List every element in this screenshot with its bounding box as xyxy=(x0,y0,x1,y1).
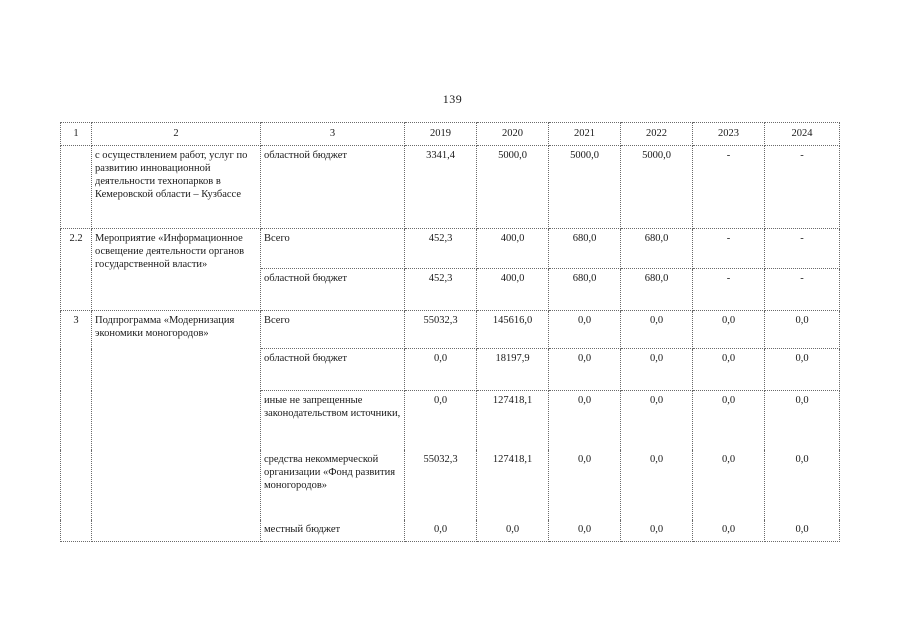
value-cell: 0,0 xyxy=(693,349,765,391)
measure-name-cell: Мероприятие «Информационное освещение деятельности органов государственной власти» xyxy=(92,229,261,311)
table-row xyxy=(61,311,840,349)
funding-source-cell: областной бюджет xyxy=(261,349,405,391)
funding-source-cell: местный бюджет xyxy=(261,520,405,542)
value-cell: 0,0 xyxy=(765,311,840,349)
value-cell: 0,0 xyxy=(621,311,693,349)
budget-table xyxy=(60,122,840,542)
value-cell: 680,0 xyxy=(549,229,621,269)
value-cell: 0,0 xyxy=(693,450,765,520)
value-cell: 0,0 xyxy=(549,391,621,450)
value-cell: - xyxy=(765,146,840,229)
value-cell: 0,0 xyxy=(549,450,621,520)
funding-source-cell: областной бюджет xyxy=(261,146,405,229)
value-cell: 0,0 xyxy=(765,391,840,450)
value-cell: 0,0 xyxy=(693,311,765,349)
value-cell: 680,0 xyxy=(621,229,693,269)
value-cell: 145616,0 xyxy=(477,311,549,349)
value-cell: 452,3 xyxy=(405,229,477,269)
header-cell: 2022 xyxy=(621,123,693,146)
funding-source-cell: областной бюджет xyxy=(261,269,405,311)
value-cell: - xyxy=(765,229,840,269)
value-cell: 0,0 xyxy=(477,520,549,542)
value-cell: 0,0 xyxy=(621,349,693,391)
page-number: 139 xyxy=(442,92,463,106)
header-cell: 2023 xyxy=(693,123,765,146)
value-cell: 127418,1 xyxy=(477,391,549,450)
value-cell: - xyxy=(693,229,765,269)
value-cell: 5000,0 xyxy=(549,146,621,229)
value-cell: 400,0 xyxy=(477,229,549,269)
value-cell: 0,0 xyxy=(693,520,765,542)
value-cell: 0,0 xyxy=(621,450,693,520)
value-cell: 400,0 xyxy=(477,269,549,311)
value-cell: - xyxy=(693,269,765,311)
row-number-cell: 3 xyxy=(61,311,92,542)
funding-source-cell: иные не запрещенные законодательством источники, xyxy=(261,391,405,450)
value-cell: 127418,1 xyxy=(477,450,549,520)
value-cell: 0,0 xyxy=(405,520,477,542)
table-row xyxy=(61,146,840,229)
header-cell: 2019 xyxy=(405,123,477,146)
row-number-cell xyxy=(61,146,92,229)
value-cell: 55032,3 xyxy=(405,450,477,520)
row-number-cell: 2.2 xyxy=(61,229,92,311)
value-cell: - xyxy=(765,269,840,311)
value-cell: 3341,4 xyxy=(405,146,477,229)
funding-source-cell: Всего xyxy=(261,311,405,349)
header-cell: 1 xyxy=(61,123,92,146)
value-cell: 680,0 xyxy=(621,269,693,311)
value-cell: 680,0 xyxy=(549,269,621,311)
value-cell: 0,0 xyxy=(765,450,840,520)
value-cell: 0,0 xyxy=(549,311,621,349)
value-cell: 0,0 xyxy=(549,520,621,542)
header-cell: 2020 xyxy=(477,123,549,146)
value-cell: 452,3 xyxy=(405,269,477,311)
value-cell: 0,0 xyxy=(405,391,477,450)
value-cell: 0,0 xyxy=(765,520,840,542)
value-cell: 55032,3 xyxy=(405,311,477,349)
header-cell: 3 xyxy=(261,123,405,146)
value-cell: 18197,9 xyxy=(477,349,549,391)
value-cell: 0,0 xyxy=(693,391,765,450)
measure-name-cell: Подпрограмма «Модернизация экономики моногородов» xyxy=(92,311,261,542)
table-header-row xyxy=(61,123,840,146)
value-cell: 0,0 xyxy=(549,349,621,391)
measure-name-cell: с осуществлением работ, услуг по развитию инновационной деятельности технопарков в Кемеровской области – Кузбассе xyxy=(92,146,261,229)
header-cell: 2024 xyxy=(765,123,840,146)
value-cell: 5000,0 xyxy=(477,146,549,229)
value-cell: 0,0 xyxy=(405,349,477,391)
header-cell: 2 xyxy=(92,123,261,146)
value-cell: 0,0 xyxy=(621,520,693,542)
value-cell: 0,0 xyxy=(765,349,840,391)
value-cell: 0,0 xyxy=(621,391,693,450)
table-row xyxy=(61,229,840,269)
funding-source-cell: средства некоммерческой организации «Фонд развития моногородов» xyxy=(261,450,405,520)
header-cell: 2021 xyxy=(549,123,621,146)
funding-source-cell: Всего xyxy=(261,229,405,269)
value-cell: - xyxy=(693,146,765,229)
value-cell: 5000,0 xyxy=(621,146,693,229)
